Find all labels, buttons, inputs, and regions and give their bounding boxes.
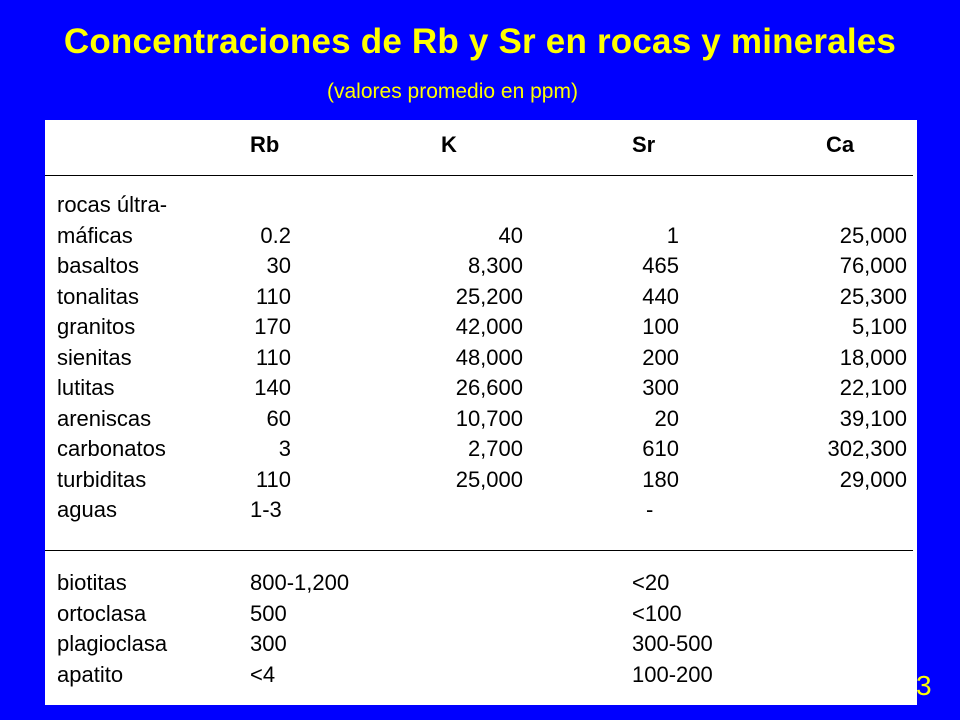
rock-name: granitos bbox=[57, 314, 136, 339]
sr-value: 180 bbox=[642, 466, 679, 492]
k-value: 26,600 bbox=[455, 375, 523, 400]
rb-value: 0.2 bbox=[260, 222, 291, 248]
sr-value: 200 bbox=[642, 344, 679, 370]
sr-value: - bbox=[646, 497, 654, 522]
k-value: 8,300 bbox=[467, 253, 523, 278]
rock-name: basaltos bbox=[57, 253, 139, 278]
mineral-name: ortoclasa bbox=[57, 600, 147, 626]
sr-value: 100-200 bbox=[632, 661, 713, 687]
rock-name: turbiditas bbox=[57, 466, 147, 492]
data-table bbox=[45, 120, 917, 705]
ca-value: 302,300 bbox=[827, 436, 907, 461]
sr-value: 440 bbox=[642, 283, 679, 309]
rock-name: carbonatos bbox=[57, 436, 166, 461]
rb-value: <4 bbox=[250, 661, 276, 687]
sr-value: <100 bbox=[632, 600, 682, 626]
rb-value: 1-3 bbox=[250, 497, 282, 522]
mineral-name: apatito bbox=[57, 661, 124, 687]
k-value: 48,000 bbox=[455, 344, 523, 370]
rb-value: 110 bbox=[255, 344, 291, 370]
rock-name: areniscas bbox=[57, 405, 152, 431]
header-sr: Sr bbox=[632, 132, 656, 157]
sr-value: 300-500 bbox=[632, 631, 713, 656]
ca-value: 25,000 bbox=[839, 222, 907, 248]
k-value: 40 bbox=[498, 222, 523, 248]
sr-value: 20 bbox=[654, 405, 679, 431]
rb-value: 140 bbox=[254, 375, 291, 400]
rb-value: 800-1,200 bbox=[250, 570, 350, 595]
rb-value: 110 bbox=[255, 283, 291, 309]
rock-name: aguas bbox=[57, 497, 117, 522]
header-k: K bbox=[441, 132, 457, 157]
rb-value: 3 bbox=[278, 436, 291, 461]
rb-value: 500 bbox=[250, 600, 287, 626]
slide-title: Concentraciones de Rb y Sr en rocas y minerales bbox=[63, 22, 897, 61]
header-ca: Ca bbox=[826, 132, 855, 157]
ca-value: 39,100 bbox=[839, 405, 907, 431]
ca-value: 29,000 bbox=[839, 466, 907, 492]
k-value: 42,000 bbox=[455, 314, 523, 339]
rb-value: 170 bbox=[254, 314, 291, 339]
ca-value: 76,000 bbox=[839, 253, 907, 278]
k-value: 10,700 bbox=[455, 405, 523, 431]
ca-value: 25,300 bbox=[839, 283, 907, 309]
mineral-name: biotitas bbox=[57, 570, 127, 595]
slide-number: 3 bbox=[916, 670, 932, 701]
rock-name: rocas últra- bbox=[57, 192, 168, 217]
sr-value: 610 bbox=[642, 436, 679, 461]
mineral-name: plagioclasa bbox=[57, 631, 168, 656]
rb-value: 60 bbox=[266, 405, 291, 431]
rock-name: lutitas bbox=[57, 375, 115, 400]
k-value: 2,700 bbox=[467, 436, 523, 461]
rock-name: tonalitas bbox=[57, 283, 139, 309]
rock-name: sienitas bbox=[57, 344, 132, 370]
rb-value: 30 bbox=[266, 253, 291, 278]
sr-value: 100 bbox=[642, 314, 679, 339]
rb-value: 300 bbox=[250, 631, 287, 656]
slide-subtitle: (valores promedio en ppm) bbox=[327, 80, 578, 103]
ca-value: 18,000 bbox=[839, 344, 907, 370]
sr-value: 465 bbox=[642, 253, 679, 278]
header-divider bbox=[45, 175, 913, 176]
rb-value: 110 bbox=[255, 466, 291, 492]
section-divider bbox=[45, 550, 913, 551]
rock-name: máficas bbox=[57, 222, 133, 248]
sr-value: 1 bbox=[666, 222, 679, 248]
header-rb: Rb bbox=[250, 132, 280, 157]
k-value: 25,000 bbox=[455, 466, 523, 492]
sr-value: 300 bbox=[642, 375, 679, 400]
ca-value: 22,100 bbox=[839, 375, 907, 400]
ca-value: 5,100 bbox=[851, 314, 907, 339]
k-value: 25,200 bbox=[455, 283, 523, 309]
sr-value: <20 bbox=[632, 570, 670, 595]
